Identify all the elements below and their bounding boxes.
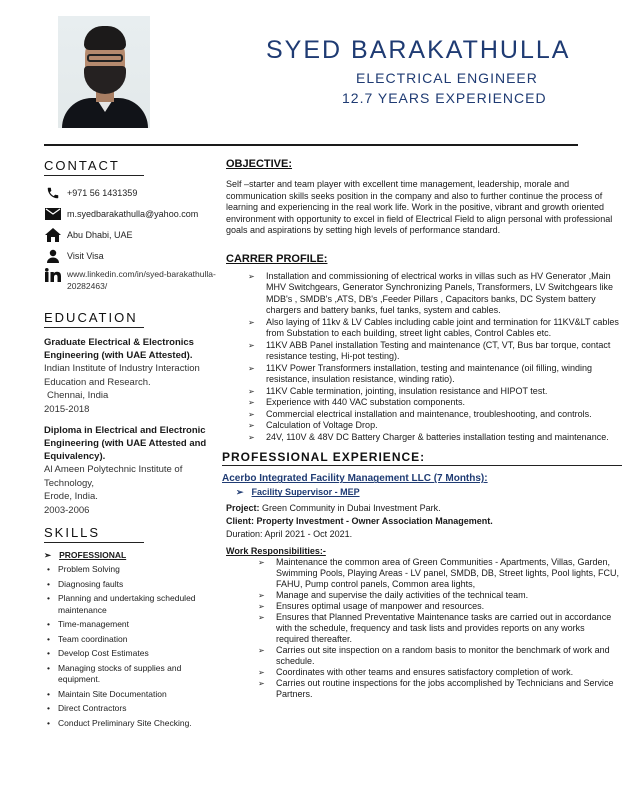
institution: Indian Institute of Industry Interaction Education and Research. — [44, 363, 200, 388]
profile-item: ➢ Also laying of 11kv & LV Cables including cable joint and termination for 11KV&LT cables from Substation to each building, street light cables, Control Cables etc. — [226, 317, 620, 340]
contact-visa: Visit Visa — [44, 245, 216, 266]
contact-linkedin[interactable]: www.linkedin.com/in/syed-barakathulla-20282463/ — [44, 266, 216, 296]
arrow-bullet-icon: ➢ — [44, 550, 52, 560]
degree-title: Graduate Electrical & Electronics Engineering (with UAE Attested). — [44, 337, 194, 361]
skill-item: • Maintain Site Documentation — [44, 689, 216, 701]
job-title: ELECTRICAL ENGINEER — [356, 70, 538, 86]
profile-photo — [58, 16, 150, 128]
location: Chennai, India — [47, 390, 109, 401]
profile-item: ➢ 11KV Cable termination, jointing, insulation resistance and HIPOT test. — [226, 386, 620, 398]
skill-item: • Direct Contractors — [44, 703, 216, 715]
linkedin-icon — [44, 268, 62, 282]
years-experience: 12.7 YEARS EXPERIENCED — [342, 90, 547, 106]
skills-subheading: ➢ PROFESSIONAL — [44, 550, 127, 560]
education-entry — [44, 336, 216, 416]
responsibility-item: ➢ Coordinates with other teams and ensures satisfactory completion of work. — [226, 667, 620, 678]
person-icon — [44, 249, 62, 263]
responsibility-item: ➢ Ensures that Planned Preventative Maintenance tasks are carried out in accordance with the schedule, frequency and task lists and provides reports on any works required thereafter. — [226, 612, 620, 645]
profile-heading: CARRER PROFILE: — [226, 252, 328, 265]
profile-item: ➢ 11KV ABB Panel installation Testing and maintenance (CT, VT, Bus bar torque, contact resistance testing, Hi-pot testing). — [226, 340, 620, 363]
skill-item: • Team coordination — [44, 634, 216, 646]
responsibility-item: ➢ Carries out site inspection on a random basis to monitor the benchmark of work and schedule. — [226, 645, 620, 667]
responsibility-item: ➢ Carries out routine inspections for the jobs accomplished by Technicians and Service Partners. — [226, 678, 620, 700]
skills-list — [44, 564, 216, 729]
contact-location: Abu Dhabi, UAE — [44, 224, 216, 245]
years: 2003-2006 — [44, 504, 90, 516]
home-icon — [44, 228, 62, 242]
header-divider — [44, 144, 578, 146]
skills-heading: SKILLS — [44, 525, 144, 543]
degree-title: Diploma in Electrical and Electronic Engineering (with UAE Attested and Equivalency). — [44, 425, 207, 462]
profile-item: ➢ Calculation of Voltage Drop. — [226, 420, 620, 432]
candidate-name: SYED BARAKATHULLA — [266, 36, 571, 64]
mail-icon — [44, 207, 62, 221]
experience-heading: PROFESSIONAL EXPERIENCE: — [222, 450, 622, 466]
institution: Al Ameen Polytechnic Institute of Technology, — [44, 464, 183, 489]
project-line: Project: Green Community in Dubai Investment Park. — [226, 503, 441, 514]
profile-item: ➢ Commercial electrical installation and maintenance, troubleshooting, and controls. — [226, 409, 620, 421]
company-name: Acerbo Integrated Facility Management LLC (7 Months): — [222, 473, 488, 485]
contact-heading: CONTACT — [44, 158, 144, 176]
skill-item: • Problem Solving — [44, 564, 216, 576]
education-heading: EDUCATION — [44, 310, 144, 328]
profile-item: ➢ Experience with 440 VAC substation components. — [226, 397, 620, 409]
profile-item: ➢ 11KV Power Transformers installation, testing and maintenance (oil filling, winding resistance, insulation resistance, winding ratio). — [226, 363, 620, 386]
arrow-bullet-icon: ➢ — [236, 487, 244, 498]
location: Erode, India. — [44, 491, 98, 502]
objective-heading: OBJECTIVE: — [226, 158, 293, 170]
profile-item: ➢ 24V, 110V & 48V DC Battery Charger & batteries installation testing and maintenance. — [226, 432, 620, 444]
phone-icon — [44, 186, 62, 200]
client-line: Client: Property Investment - Owner Association Management. — [226, 516, 493, 527]
responsibility-item: ➢ Maintenance the common area of Green Communities - Apartments, Villas, Garden, Swimming Pools, Playing Areas - LV panel, SMDB, DB, Street lights, Pool lights, FCU, FAHU, Pump control panels, Common area lights, — [226, 557, 620, 590]
contact-list — [44, 182, 216, 296]
responsibility-item: ➢ Manage and supervise the daily activities of the technical team. — [226, 590, 620, 601]
job-role: ➢ Facility Supervisor - MEP — [236, 487, 360, 498]
skill-item: • Diagnosing faults — [44, 579, 216, 591]
skill-item: • Planning and undertaking scheduled maintenance — [44, 593, 216, 616]
skill-item: • Time-management — [44, 619, 216, 631]
skill-item: • Conduct Preliminary Site Checking. — [44, 718, 216, 730]
contact-email[interactable]: m.syedbarakathulla@yahoo.com — [44, 203, 216, 224]
objective-text: Self –starter and team player with excellent time management, leadership, morale and communication skills seeks position in the company and also to further continue the process of learning and experiencing in the real work life. Work in the positive, vibrant and growth oriented environment with opportunity to excel in field of Electrical Field to align personal with professional goals and aspirations by setting high levels of performance standard. — [226, 179, 613, 236]
left-column — [44, 158, 216, 729]
responsibilities-heading: Work Responsibilities:- — [226, 546, 326, 557]
right-column — [222, 158, 620, 700]
profile-item: ➢ Installation and commissioning of electrical works in villas such as HV Generator ,Main MHV Switchgears, Generator Synchronizing Panels, Transformers, LV Switchgears like MDB's , SMDB's ,ATS, DB's ,Feeder Pillars , Capacitors banks, DC System battery chargers and battery banks, fuel tanks, system and cables. — [226, 271, 620, 317]
contact-phone[interactable]: +971 56 1431359 — [44, 182, 216, 203]
duration-line: Duration: April 2021 - Oct 2021. — [226, 529, 353, 540]
responsibility-item: ➢ Ensures optimal usage of manpower and resources. — [226, 601, 620, 612]
skill-item: • Develop Cost Estimates — [44, 648, 216, 660]
responsibilities-list — [226, 557, 620, 700]
education-entry — [44, 424, 216, 517]
profile-list — [226, 271, 620, 444]
years: 2015-2018 — [44, 403, 90, 415]
skill-item: • Managing stocks of supplies and equipment. — [44, 663, 216, 686]
